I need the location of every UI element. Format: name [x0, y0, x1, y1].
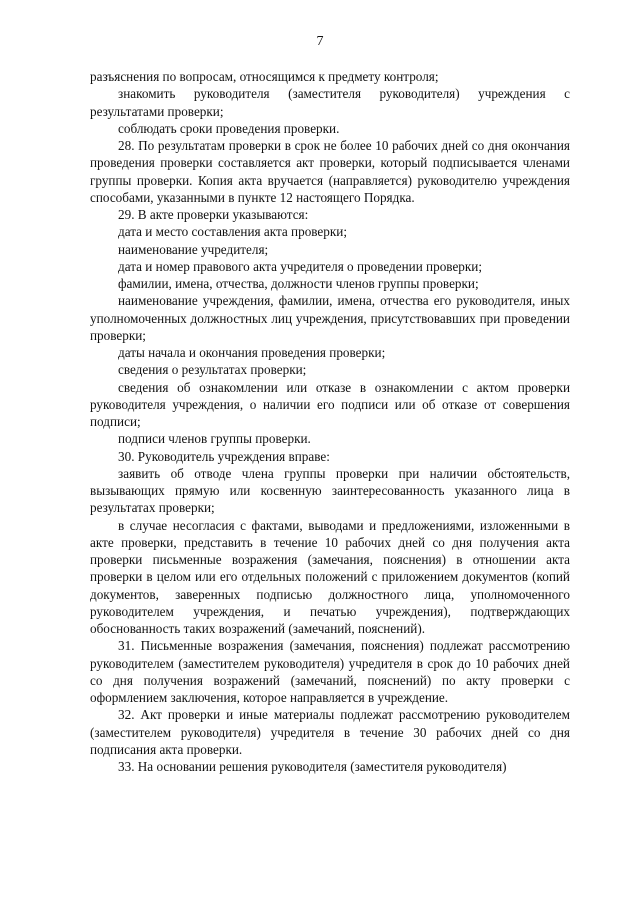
- document-body: [90, 68, 570, 775]
- paragraph: 31. Письменные возражения (замечания, пояснения) подлежат рассмотрению руководителем (заместителем руководителя) учредителя в срок до 10 рабочих дней со дня получения возражений (замечаний, пояснений) по акту проверки с оформлением заключения, которое направляется в учреждение.: [90, 638, 570, 705]
- paragraph: наименование учредителя;: [118, 241, 269, 257]
- paragraph: разъяснения по вопросам, относящимся к предмету контроля;: [90, 69, 439, 84]
- paragraph: 28. По результатам проверки в срок не более 10 рабочих дней со дня окончания проведения проверки составляется акт проверки, который подписывается членами группы проверки. Копия акта вручается (направляется) руководителю учреждения способами, указанными в пункте 12 настоящего Порядка.: [90, 138, 570, 205]
- paragraph: дата и место составления акта проверки;: [118, 224, 348, 240]
- paragraph: в случае несогласия с фактами, выводами и предложениями, изложенными в акте проверки, представить в течение 10 рабочих дней со дня получения акта проверки письменные возражения (замечания, пояснения) в отношении акта проверки в целом или его отдельных положений с приложением документов (копий документов, заверенных подписью должностного лица, уполномоченного руководителем учреждения, и печатью учреждения), подтверждающих обоснованность таких возражений (замечаний, пояснений).: [90, 517, 570, 636]
- page-number: 7: [316, 34, 324, 49]
- paragraph: 33. На основании решения руководителя (заместителя руководителя): [118, 759, 507, 774]
- paragraph: фамилии, имена, отчества, должности членов группы проверки;: [118, 276, 479, 291]
- paragraph: знакомить руководителя (заместителя руководителя) учреждения с результатами проверки;: [90, 86, 570, 119]
- paragraph: 32. Акт проверки и иные материалы подлежат рассмотрению руководителем (заместителем руководителя) учредителя в течение 30 рабочих дней со дня подписания акта проверки.: [90, 707, 570, 757]
- paragraph: наименование учреждения, фамилии, имена, отчества его руководителя, иных уполномоченных должностных лиц учреждения, присутствовавших при проведении проверки;: [90, 293, 570, 343]
- paragraph: дата и номер правового акта учредителя о проведении проверки;: [118, 258, 483, 274]
- paragraph: даты начала и окончания проведения проверки;: [118, 345, 386, 360]
- paragraph: соблюдать сроки проведения проверки.: [118, 120, 340, 136]
- paragraph: 29. В акте проверки указываются:: [118, 207, 309, 222]
- paragraph: сведения об ознакомлении или отказе в ознакомлении с актом проверки руководителя учреждения, о наличии его подписи или об отказе от совершения подписи;: [90, 379, 570, 429]
- paragraph: заявить об отводе члена группы проверки при наличии обстоятельств, вызывающих прямую или косвенную заинтересованность указанного лица в результатах проверки;: [90, 465, 570, 516]
- paragraph: сведения о результатах проверки;: [118, 362, 307, 378]
- paragraph: 30. Руководитель учреждения вправе:: [118, 448, 330, 464]
- paragraph: подписи членов группы проверки.: [118, 431, 311, 447]
